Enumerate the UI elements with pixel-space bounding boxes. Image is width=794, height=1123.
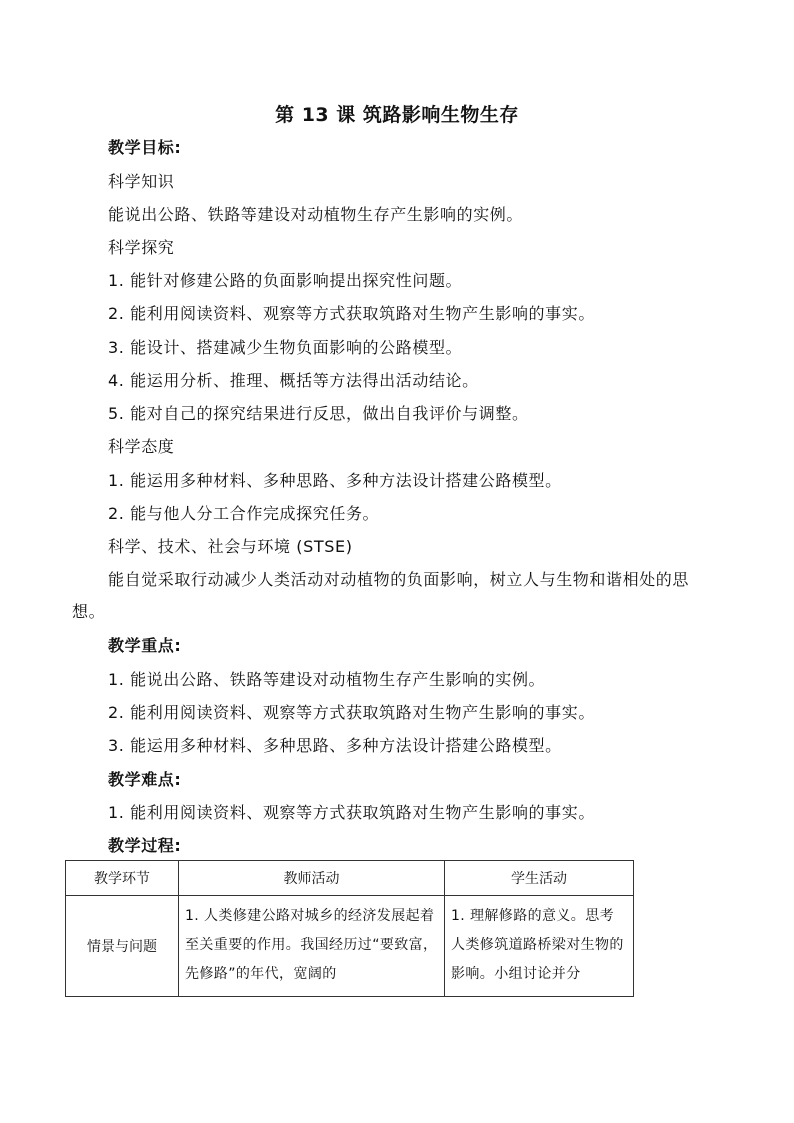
science-inquiry-heading: 科学探究	[108, 238, 175, 257]
teacher-activity-text: 1. 人类修建公路对城乡的经济发展起着至关重要的作用。我国经历过“要致富，先修路”的年代，宽阔的	[185, 908, 438, 982]
inquiry-item: 5. 能对自己的探究结果进行反思，做出自我评价与调整。	[108, 404, 529, 423]
process-heading: 教学过程:	[108, 836, 182, 855]
lesson-title: 第 13 课 筑路影响生物生存	[275, 104, 519, 126]
attitude-item: 1. 能运用多种材料、多种思路、多种方法设计搭建公路模型。	[108, 471, 562, 490]
table-header-cell: 教学环节	[66, 861, 179, 896]
table-header-cell: 学生活动	[445, 861, 634, 896]
science-knowledge-heading: 科学知识	[108, 172, 175, 191]
difficulties-heading: 教学难点:	[108, 770, 182, 789]
stse-paragraph	[72, 564, 722, 628]
inquiry-item: 4. 能运用分析、推理、概括等方法得出活动结论。	[108, 371, 479, 390]
student-activity-cell	[445, 896, 634, 997]
teacher-activity-cell	[179, 896, 445, 997]
difficulty-item: 1. 能利用阅读资料、观察等方式获取筑路对生物产生影响的事实。	[108, 803, 595, 822]
attitude-item: 2. 能与他人分工合作完成探究任务。	[108, 504, 380, 523]
inquiry-item: 1. 能针对修建公路的负面影响提出探究性问题。	[108, 271, 463, 290]
student-activity-text: 1. 理解修路的意义。思考人类修筑道路桥梁对生物的影响。小组讨论并分	[451, 908, 624, 982]
table-row	[66, 896, 634, 997]
process-table	[65, 860, 634, 997]
science-attitude-heading: 科学态度	[108, 437, 175, 456]
stage-cell: 情景与问题	[66, 896, 179, 997]
inquiry-item: 2. 能利用阅读资料、观察等方式获取筑路对生物产生影响的事实。	[108, 304, 595, 323]
table-header-cell: 教师活动	[179, 861, 445, 896]
stse-heading: 科学、技术、社会与环境 (STSE)	[108, 537, 353, 556]
key-point-item: 2. 能利用阅读资料、观察等方式获取筑路对生物产生影响的事实。	[108, 703, 595, 722]
table-header-row	[66, 861, 634, 896]
stse-text: 能自觉采取行动减少人类活动对动植物的负面影响，树立人与生物和谐相处的思想。	[72, 570, 690, 621]
key-point-item: 1. 能说出公路、铁路等建设对动植物生存产生影响的实例。	[108, 670, 546, 689]
inquiry-item: 3. 能设计、搭建减少生物负面影响的公路模型。	[108, 338, 463, 357]
science-knowledge-text: 能说出公路、铁路等建设对动植物生存产生影响的实例。	[108, 205, 524, 224]
key-point-item: 3. 能运用多种材料、多种思路、多种方法设计搭建公路模型。	[108, 736, 562, 755]
objectives-heading: 教学目标:	[108, 138, 182, 157]
key-points-heading: 教学重点:	[108, 636, 182, 655]
